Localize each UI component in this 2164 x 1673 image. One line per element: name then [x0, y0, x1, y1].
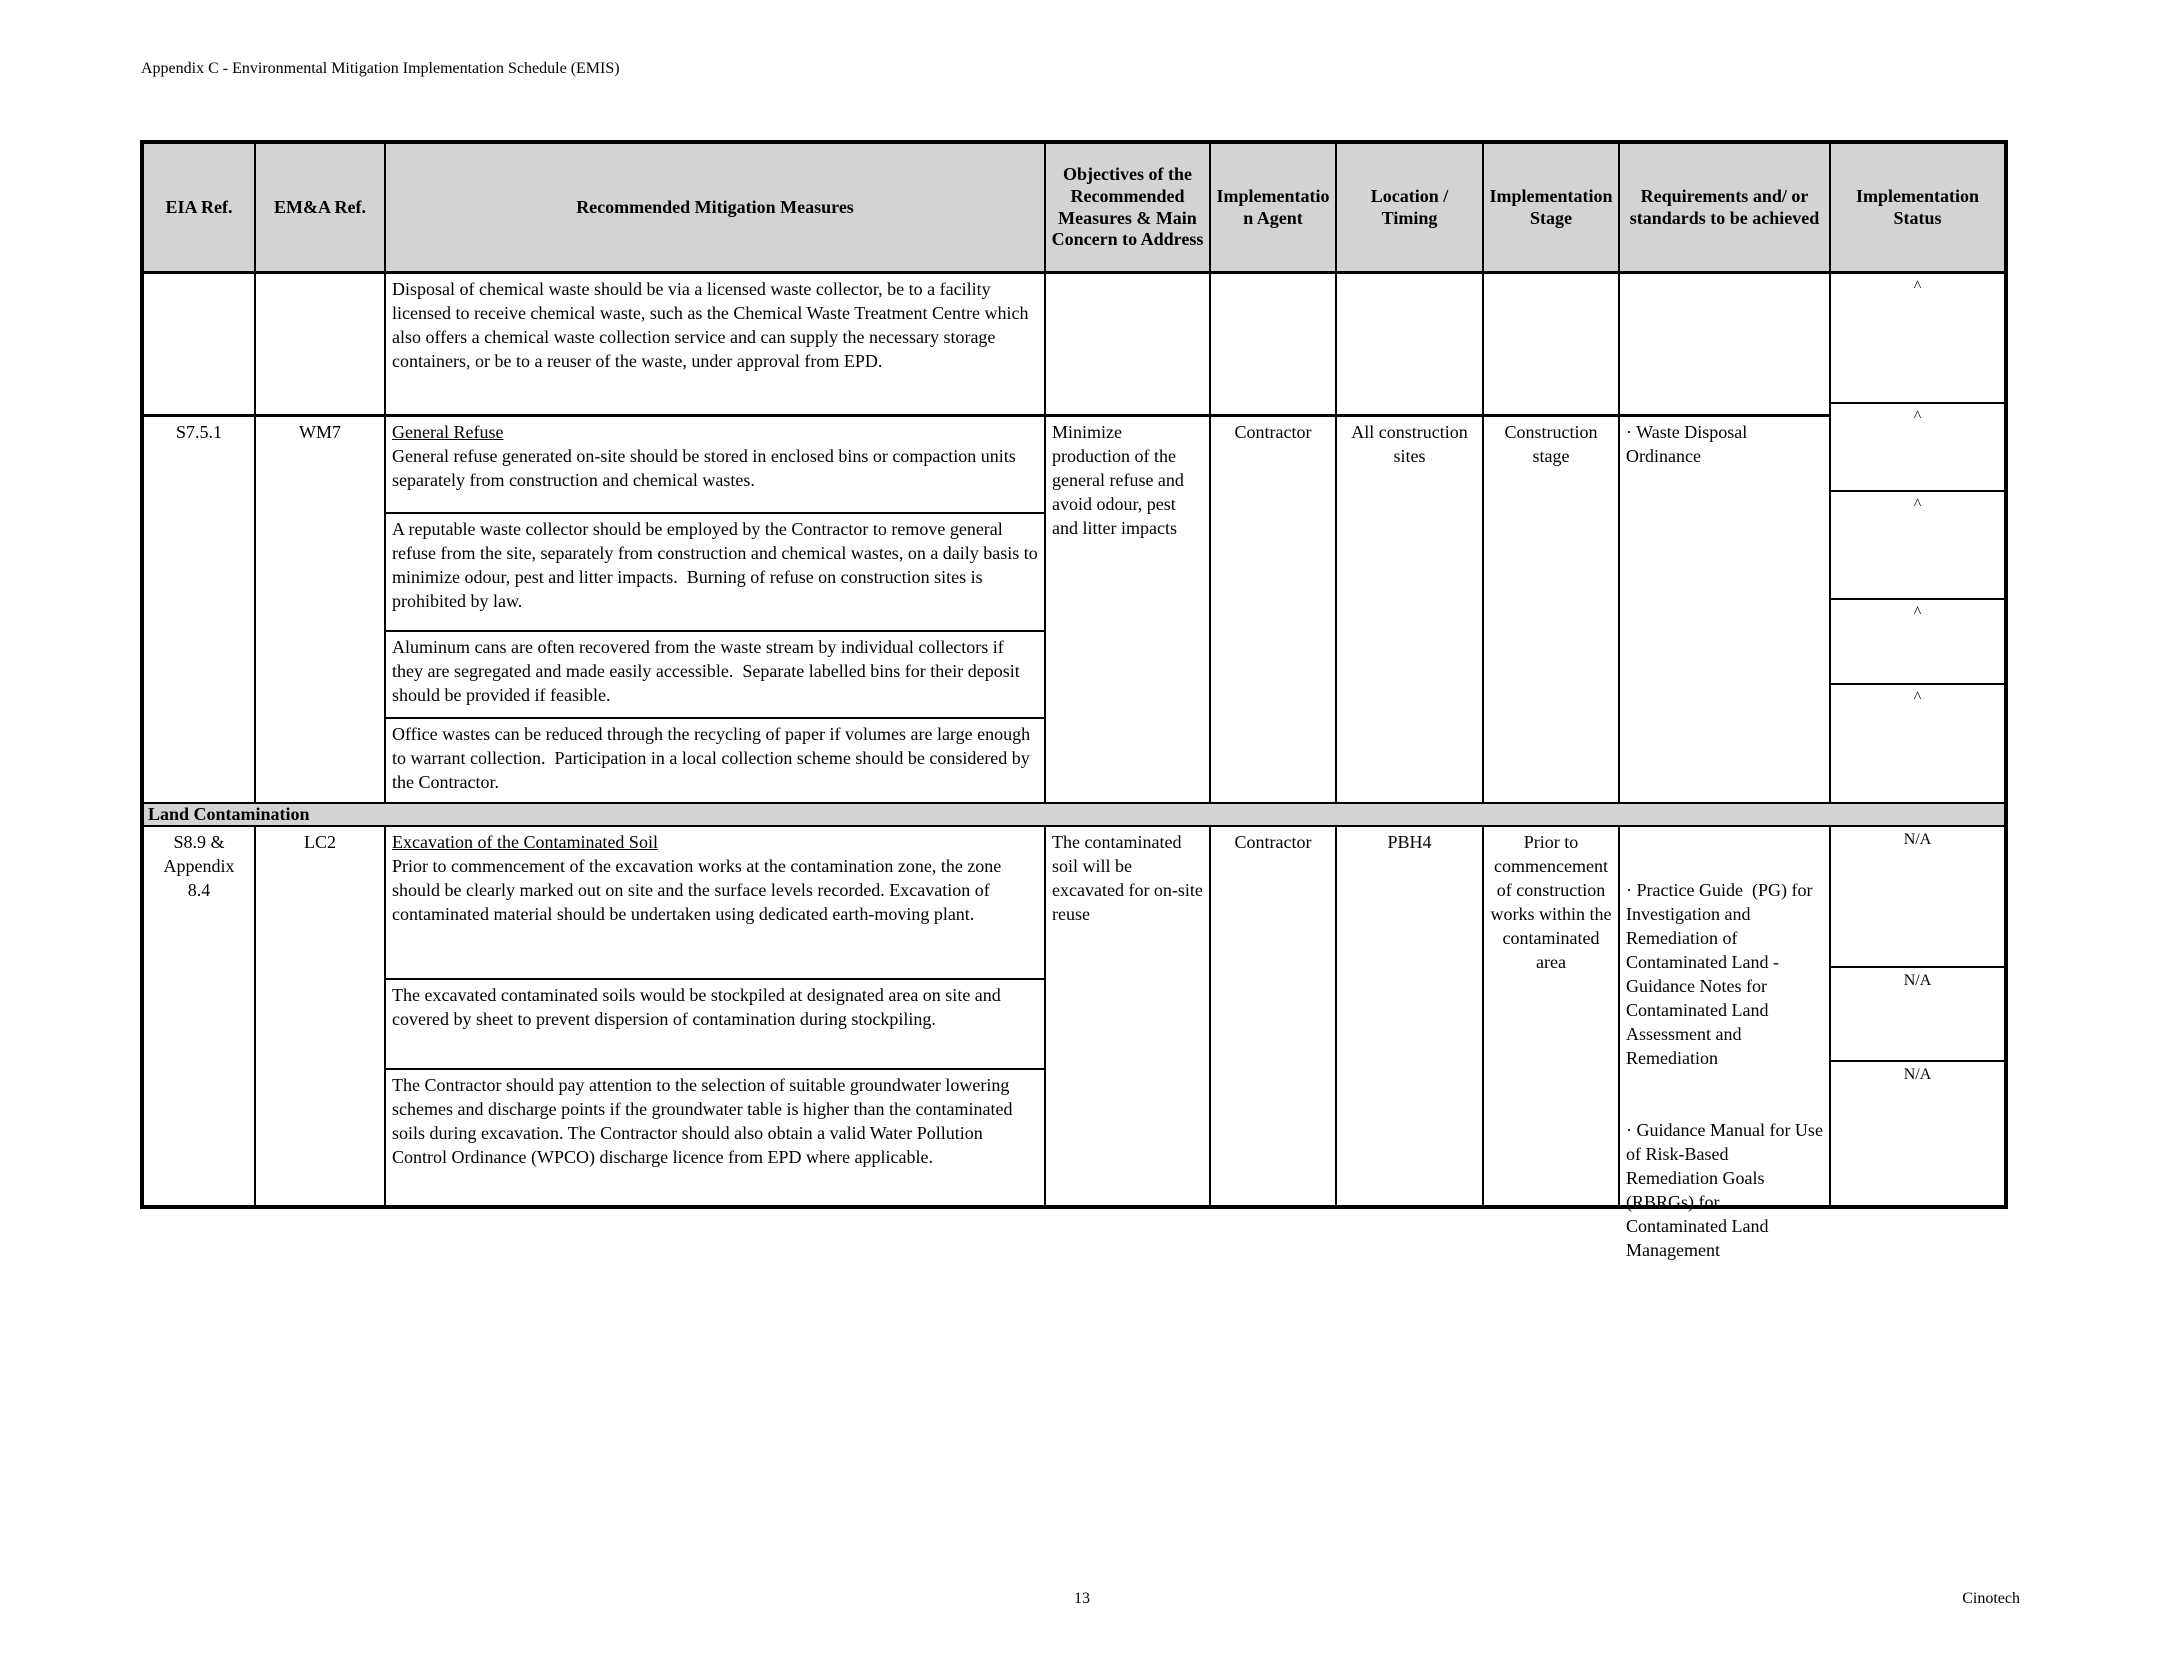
- table-main-columns: [144, 274, 1831, 1260]
- table-header-row: [144, 144, 2004, 274]
- carryover-eia-empty: [144, 274, 256, 414]
- header-eia-ref: EIA Ref.: [144, 144, 256, 271]
- row-carryover: [144, 274, 1831, 417]
- carryover-stage-empty: [1484, 274, 1620, 414]
- wm7-measures: [386, 417, 1046, 802]
- carryover-ema-empty: [256, 274, 386, 414]
- wm7-requirements: · Waste Disposal Ordinance: [1620, 417, 1831, 802]
- header-objectives: Objectives of the Recommended Measures & Main Concern to Address: [1046, 144, 1211, 271]
- status-cell: N/A: [1831, 827, 2004, 968]
- header-ema-ref: EM&A Ref.: [256, 144, 386, 271]
- measure-text: Aluminum cans are often recovered from the waste stream by individual collectors if they are segregated and made easily accessible. Separate labelled bins for their deposit should be provided if feasible.: [386, 632, 1044, 719]
- page-number: 13: [1074, 1590, 1090, 1607]
- status-cell: ^: [1831, 600, 2004, 685]
- measure-title: General Refuse: [392, 422, 504, 442]
- lc2-requirements: [1620, 827, 1831, 1260]
- row-lc2: [144, 827, 1831, 1260]
- measure-text: The excavated contaminated soils would be stockpiled at designated area on site and covered by sheet to prevent dispersion of contamination during stockpiling.: [386, 980, 1044, 1070]
- wm7-ema-ref: WM7: [256, 417, 386, 802]
- requirement-item: · Guidance Manual for Use of Risk-Based Remediation Goals (RBRGs) for Contaminated Land Management: [1626, 1120, 1828, 1260]
- measure-text: Prior to commencement of the excavation works at the contamination zone, the zone should be clearly marked out on site and the surface levels recorded. Excavation of contaminated material should be undertaken using dedicated earth-moving plant.: [392, 856, 1006, 924]
- implementation-status-column: [1831, 274, 2004, 1205]
- status-cell: N/A: [1831, 968, 2004, 1062]
- lc2-agent: Contractor: [1211, 827, 1337, 1205]
- lc2-measures: [386, 827, 1046, 1205]
- measure-text: Office wastes can be reduced through the recycling of paper if volumes are large enough to warrant collection. Participation in a local collection scheme should be considered by the Contractor.: [392, 724, 1035, 792]
- carryover-agent-empty: [1211, 274, 1337, 414]
- measure-text: The Contractor should pay attention to the selection of suitable groundwater lowering schemes and discharge points if the groundwater table is higher than the contaminated soils during excavation. The Contractor should also obtain a valid Water Pollution Control Ordinance (WPCO) discharge licence from EPD where applicable.: [392, 1075, 1017, 1167]
- lc2-ema-ref: LC2: [256, 827, 386, 1205]
- company-name: Cinotech: [1962, 1590, 2020, 1607]
- requirement-item: · Practice Guide (PG) for Investigation and Remediation of Contaminated Land - Guidance Notes for Contaminated Land Assessment and Remediation: [1626, 880, 1817, 1068]
- measure-excavation: [386, 827, 1044, 980]
- status-cell: ^: [1831, 274, 2004, 404]
- section-band-status-segment: [1831, 802, 2004, 827]
- wm7-stage: Construction stage: [1484, 417, 1620, 802]
- wm7-objectives: Minimize production of the general refuse and avoid odour, pest and litter impacts: [1046, 417, 1211, 802]
- header-location: Location / Timing: [1337, 144, 1484, 271]
- measure-text: Disposal of chemical waste should be via a licensed waste collector, be to a facility licensed to receive chemical waste, such as the Chemical Waste Treatment Centre which also offers a chemical waste collection service and can supply the necessary storage containers, or be to a reuser of the waste, under approval from EPD.: [392, 279, 1034, 371]
- measure-text: General refuse generated on-site should be stored in enclosed bins or compaction units separately from construction and chemical wastes.: [392, 446, 1021, 490]
- wm7-eia-ref: S7.5.1: [144, 417, 256, 802]
- header-status: Implementation Status: [1856, 185, 1979, 228]
- wm7-agent: Contractor: [1211, 417, 1337, 802]
- wm7-location: All construction sites: [1337, 417, 1484, 802]
- doc-header-title: Appendix C - Environmental Mitigation Implementation Schedule (EMIS): [141, 60, 620, 77]
- status-cell: ^: [1831, 404, 2004, 492]
- lc2-objectives: The contaminated soil will be excavated for on-site reuse: [1046, 827, 1211, 1205]
- lc2-eia-ref: S8.9 & Appendix 8.4: [144, 827, 256, 1205]
- table-body: [144, 274, 2004, 1260]
- lc2-stage: Prior to commencement of construction works within the contaminated area: [1484, 827, 1620, 1205]
- header-requirements: Requirements and/ or standards to be achieved: [1620, 144, 1831, 271]
- measure-general-refuse: [386, 417, 1044, 514]
- emis-table: [140, 140, 2008, 1260]
- section-header-land-contamination: Land Contamination: [144, 802, 1831, 827]
- row-wm7: [144, 417, 1831, 802]
- status-cell: ^: [1831, 492, 2004, 600]
- header-measures: Recommended Mitigation Measures: [386, 144, 1046, 271]
- carryover-location-empty: [1337, 274, 1484, 414]
- carryover-measures: [386, 274, 1046, 414]
- lc2-location: PBH4: [1337, 827, 1484, 1205]
- measure-text: A reputable waste collector should be employed by the Contractor to remove general refuse from the site, separately from construction and chemical wastes, on a daily basis to minimize odour, pest and litter impacts. Burning of refuse on construction sites is prohibited by law.: [386, 514, 1044, 632]
- status-cell: ^: [1913, 689, 1922, 706]
- header-agent: Implementation Agent: [1211, 144, 1337, 271]
- status-cell: N/A: [1903, 1066, 1932, 1083]
- header-stage: Implementation Stage: [1484, 144, 1620, 271]
- carryover-objectives-empty: [1046, 274, 1211, 414]
- measure-title: Excavation of the Contaminated Soil: [392, 832, 658, 852]
- carryover-requirements-empty: [1620, 274, 1831, 414]
